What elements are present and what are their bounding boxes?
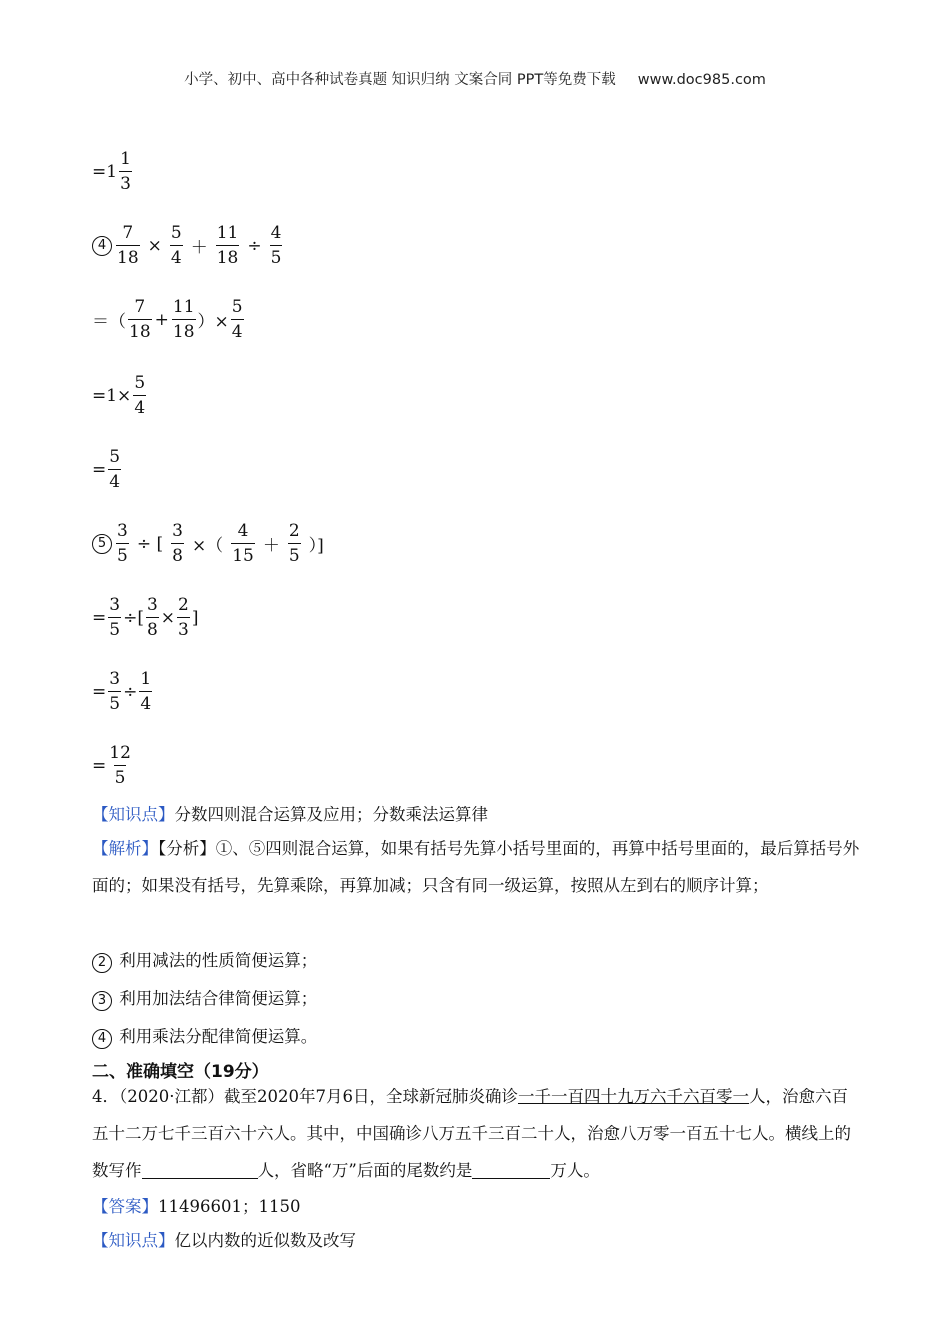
knowledge-point-1	[92, 796, 862, 833]
question-body: 人，治愈六百五十二万七千三百六十六人。其中，中国确诊八万五千三百二十人，治愈八万零一百五十七人。横线上的数写作	[92, 1087, 851, 1180]
analysis-tag: 【解析】	[92, 839, 158, 858]
fraction: $\frac{4}{5}$	[270, 223, 282, 268]
circled-number: 4	[92, 1029, 112, 1049]
fraction: $\frac{3}{8}$	[146, 595, 158, 640]
operator: ]	[191, 607, 199, 628]
underlined-number: 一千一百四十九万六千六百零一	[517, 1087, 749, 1106]
operator: ×	[160, 607, 176, 628]
fraction: $\frac{5}{4}$	[231, 297, 243, 342]
fraction: $\frac{5}{4}$	[109, 447, 121, 492]
math-line-2	[92, 222, 284, 269]
eq: =1×	[92, 385, 132, 406]
method-item	[92, 980, 862, 1017]
fraction: $\frac{12}{5}$	[109, 743, 131, 788]
question-mid: 人，省略“万”后面的尾数约是	[257, 1161, 473, 1180]
math-line-3	[92, 296, 246, 343]
math-line-9	[92, 742, 134, 789]
operator: ÷[	[123, 607, 144, 628]
circled-number: 2	[92, 953, 112, 973]
knowledge-tag: 【知识点】	[92, 805, 175, 824]
operator: ）]	[308, 536, 324, 556]
operator: +	[154, 309, 169, 330]
operator: ÷ [	[136, 533, 164, 554]
knowledge-tag: 【知识点】	[92, 1231, 175, 1250]
analysis-text: 【分析】①、⑤四则混合运算，如果有括号先算小括号里面的，再算中括号里面的，最后算括号外面的；如果没有括号，先算乘除，再算加减；只含有同一级运算，按照从左到右的顺序计算；	[92, 839, 860, 895]
math-line-8	[92, 668, 154, 715]
math-line-7	[92, 594, 199, 641]
header-text: 小学、初中、高中各种试卷真题 知识归纳 文案合同 PPT等免费下载	[184, 72, 616, 88]
fraction: $\frac{11}{18}$	[172, 297, 195, 342]
operator: ÷	[247, 235, 262, 256]
page-header	[0, 68, 950, 89]
operator: ＋	[190, 238, 208, 258]
fraction: $\frac{3}{5}$	[117, 521, 128, 566]
fraction: $\frac{2}{5}$	[288, 521, 300, 566]
eq: =	[92, 607, 107, 628]
operator: ＋	[262, 536, 280, 556]
fraction: $\frac{1}{3}$	[120, 149, 131, 194]
fraction: $\frac{2}{3}$	[178, 595, 189, 640]
math-line-6	[92, 520, 330, 567]
answer-blank-1[interactable]	[142, 1160, 258, 1179]
answer-line	[92, 1188, 862, 1225]
eq: =	[92, 459, 107, 480]
operator: ÷	[123, 681, 138, 702]
fraction: $\frac{3}{5}$	[109, 669, 121, 714]
question-prefix: 4．（2020·江都）截至2020年7月6日，全球新冠肺炎确诊	[92, 1087, 518, 1106]
method-text: 利用乘法分配律简便运算。	[119, 1027, 318, 1046]
method-item	[92, 942, 862, 979]
operator: ×（	[191, 536, 224, 556]
analysis-block	[92, 830, 862, 904]
circled-number: 4	[92, 236, 112, 256]
math-line-5	[92, 446, 123, 493]
answer-blank-2[interactable]	[472, 1160, 550, 1179]
answer-tag: 【答案】	[92, 1197, 158, 1216]
fraction: $\frac{7}{18}$	[129, 297, 151, 342]
fraction: $\frac{7}{18}$	[117, 223, 139, 268]
eq: =	[92, 755, 107, 776]
answer-text: 11496601；1150	[158, 1197, 301, 1216]
circled-number: 5	[92, 534, 112, 554]
method-item	[92, 1018, 862, 1055]
method-text: 利用减法的性质简便运算；	[119, 951, 318, 970]
math-line-4	[92, 372, 148, 419]
fraction: $\frac{3}{8}$	[172, 521, 183, 566]
fraction: $\frac{4}{15}$	[232, 521, 254, 566]
knowledge-text: 分数四则混合运算及应用；分数乘法运算律	[174, 805, 488, 824]
knowledge-point-2	[92, 1222, 862, 1259]
header-url[interactable]: www.doc985.com	[637, 72, 766, 88]
fraction: $\frac{5}{4}$	[170, 223, 182, 268]
method-text: 利用加法结合律简便运算；	[119, 989, 318, 1008]
fraction: $\frac{5}{4}$	[134, 373, 146, 418]
circled-number: 3	[92, 991, 112, 1011]
eq: ＝（	[92, 312, 126, 332]
operator: ）×	[197, 312, 229, 332]
math-line-1	[92, 148, 134, 195]
question-end: 万人。	[550, 1161, 600, 1180]
fraction: $\frac{11}{18}$	[216, 223, 239, 268]
question-4	[92, 1078, 862, 1189]
eq: =	[92, 681, 107, 702]
operator: ×	[147, 235, 162, 256]
fraction: $\frac{1}{4}$	[140, 669, 152, 714]
knowledge-text: 亿以内数的近似数及改写	[174, 1231, 356, 1250]
section-heading: 二、准确填空（19分）	[92, 1062, 269, 1082]
eq: =1	[92, 161, 118, 182]
fraction: $\frac{3}{5}$	[109, 595, 121, 640]
